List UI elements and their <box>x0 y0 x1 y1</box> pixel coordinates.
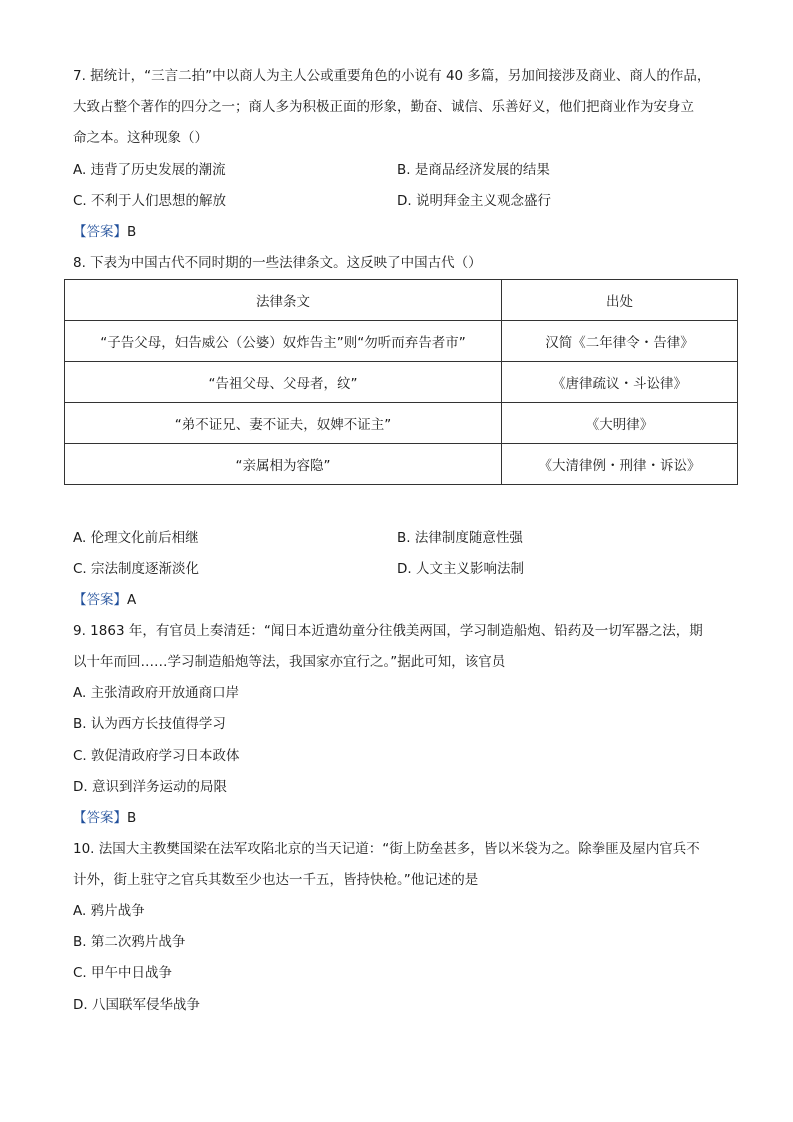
q9-answer <box>73 808 136 828</box>
answer-value: A <box>127 592 137 608</box>
table-cell-law: “弟不证兄、妻不证夫，奴婢不证主” <box>65 403 502 444</box>
table-cell-law: “告祖父母、父母者，纹” <box>65 362 502 403</box>
q8-option-d: D. 人文主义影响法制 <box>397 561 524 577</box>
table-cell-source: 《大明律》 <box>502 403 738 444</box>
q10-stem-line-1: 10. 法国大主教樊国梁在法军攻陷北京的当天记道：“街上防垒甚多，皆以米袋为之。除拳匪及屋内官兵不 <box>73 841 700 857</box>
q8-option-c: C. 宗法制度逐渐淡化 <box>73 561 200 577</box>
table-cell-law: “亲属相为容隐” <box>65 444 502 485</box>
table-cell-source: 汉简《二年律令・告律》 <box>502 321 738 362</box>
q7-option-c: C. 不利于人们思想的解放 <box>73 193 227 209</box>
table-header-row <box>65 280 738 321</box>
table-header-cell: 出处 <box>502 280 738 321</box>
q7-stem-line-3: 命之本。这种现象（） <box>73 130 208 146</box>
q8-stem: 8. 下表为中国古代不同时期的一些法律条文。这反映了中国古代（） <box>73 255 482 271</box>
answer-value: B <box>127 810 137 826</box>
law-table <box>64 279 738 485</box>
q10-option-c: C. 甲午中日战争 <box>73 965 173 981</box>
q10-option-b: B. 第二次鸦片战争 <box>73 934 186 950</box>
table-header-cell: 法律条文 <box>65 280 502 321</box>
q10-stem-line-2: 计外，街上驻守之官兵其数至少也达一千五，皆持快枪。”他记述的是 <box>73 872 479 888</box>
q7-option-a: A. 违背了历史发展的潮流 <box>73 162 226 178</box>
q9-option-c: C. 敦促清政府学习日本政体 <box>73 748 240 764</box>
q9-stem-line-2: 以十年而回……学习制造船炮等法，我国家亦宜行之。”据此可知，该官员 <box>73 654 506 670</box>
table-row <box>65 362 738 403</box>
answer-tag: 【答案】 <box>73 592 127 608</box>
q8-option-b: B. 法律制度随意性强 <box>397 530 523 546</box>
table-row <box>65 444 738 485</box>
q8-answer <box>73 590 136 610</box>
table-row <box>65 403 738 444</box>
table-row <box>65 321 738 362</box>
q9-stem-line-1: 9. 1863 年，有官员上奏清廷：“闻日本近遣幼童分往俄美两国，学习制造船炮、铅药及一切军器之法，期 <box>73 623 703 639</box>
answer-tag: 【答案】 <box>73 224 127 240</box>
q7-stem-line-1: 7. 据统计，“三言二拍”中以商人为主人公或重要角色的小说有 40 多篇，另加间接涉及商业、商人的作品， <box>73 68 711 84</box>
q9-option-a: A. 主张清政府开放通商口岸 <box>73 685 240 701</box>
answer-value: B <box>127 224 137 240</box>
table-cell-law: “子告父母，妇告威公（公婆）奴炸告主”则“勿听而弃告者市” <box>65 321 502 362</box>
table-cell-source: 《唐律疏议・斗讼律》 <box>502 362 738 403</box>
q7-option-d: D. 说明拜金主义观念盛行 <box>397 193 551 209</box>
q9-option-b: B. 认为西方长技值得学习 <box>73 716 226 732</box>
q10-option-d: D. 八国联军侵华战争 <box>73 997 200 1013</box>
q7-option-b: B. 是商品经济发展的结果 <box>397 162 550 178</box>
answer-tag: 【答案】 <box>73 810 127 826</box>
q7-answer <box>73 222 136 242</box>
q9-option-d: D. 意识到洋务运动的局限 <box>73 779 227 795</box>
q7-stem-line-2: 大致占整个著作的四分之一；商人多为积极正面的形象，勤奋、诚信、乐善好义，他们把商业作为安身立 <box>73 99 694 115</box>
q10-option-a: A. 鸦片战争 <box>73 903 145 919</box>
q8-option-a: A. 伦理文化前后相继 <box>73 530 199 546</box>
table-cell-source: 《大清律例・刑律・诉讼》 <box>502 444 738 485</box>
